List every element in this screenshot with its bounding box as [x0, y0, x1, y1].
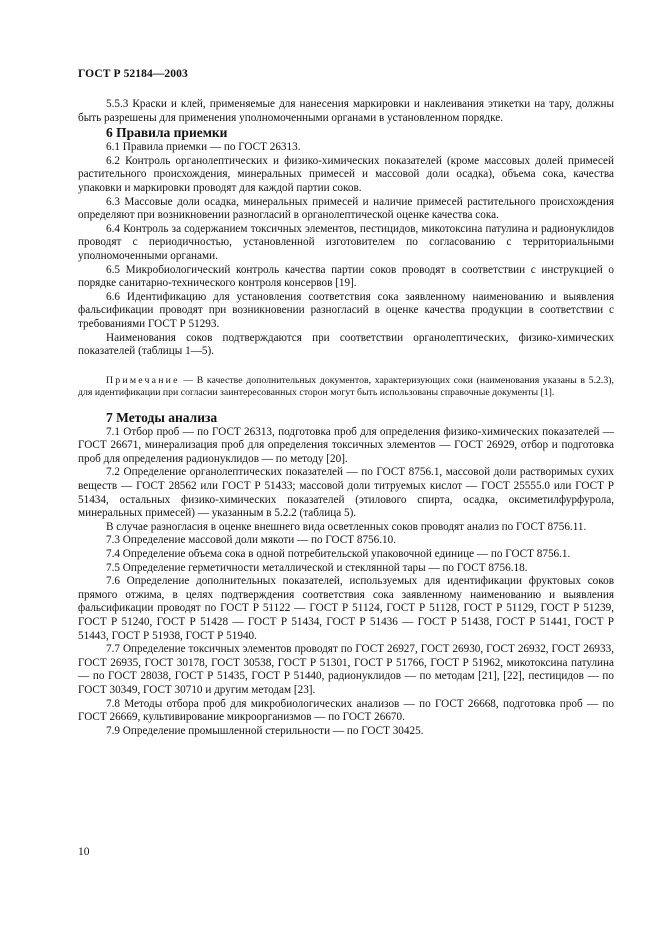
paragraph-6-6: 6.6 Идентификацию для установления соответствия сока заявленному наименованию и выявления фальсификации проводят при возникновении разногласий в оценке качества продукции в соответствии с требованиями ГОСТ Р 51293. — [78, 290, 614, 330]
paragraph-7-3: 7.3 Определение массовой доли мякоти — по ГОСТ 8756.10. — [106, 534, 397, 547]
paragraph-5-5-3: 5.5.3 Краски и клей, применяемые для нанесения маркировки и наклеивания этикетки на тару, должны быть разрешены для применения уполномоченными органами в установленном порядке. — [78, 98, 614, 124]
section-7-heading: 7 Методы анализа — [106, 409, 218, 425]
paragraph-6-3: 6.3 Массовые доли осадка, минеральных примесей и наличие примесей растительного происхождения определяют при возникновении разногласий в органолептической оценке качества сока. — [78, 195, 614, 222]
paragraph-6-1: 6.1 Правила приемки — по ГОСТ 26313. — [106, 141, 301, 154]
paragraph-6-5: 6.5 Микробиологический контроль качества партии соков проводят в соответствии с инструкцией о порядке санитарно-технического контроля консервов [19]. — [78, 263, 614, 290]
note-label: Примечание — [106, 374, 180, 386]
paragraph-6-2: 6.2 Контроль органолептических и физико-химических показателей (кроме массовых долей примесей растительного происхождения, минеральных примесей и массовой доли осадка), объема сока, качества упаковки и маркировки проводят для каждой партии соков. — [78, 154, 614, 194]
paragraph-7-2-disagreement: В случае разногласия в оценке внешнего вида осветленных соков проводят анализ по ГОСТ 8756.11. — [106, 520, 587, 533]
section-6-heading: 6 Правила приемки — [106, 125, 228, 141]
paragraph-7-2: 7.2 Определение органолептических показателей — по ГОСТ 8756.1, массовой доли растворимых сухих веществ — ГОСТ 28562 или ГОСТ Р 51433; массовой доли титруемых кислот — ГОСТ 25555.0 или ГОСТ Р 51434, остальных физико-химических показателей (этилового спирта, осадка, оксиметилфурфурола, минеральных примесей) — указанным в 5.2.2 (таблица 5). — [78, 466, 614, 520]
note-text: — В качестве дополнительных документов, характеризующих соки (наименования указаны в 5.2.3), для идентификации при согласии заинтересованных сторон могут быть использованы справочные документы [1]. — [78, 374, 614, 399]
paragraph-7-4: 7.4 Определение объема сока в одной потребительской упаковочной единице — по ГОСТ 8756.1. — [106, 548, 571, 561]
paragraph-juice-names: Наименования соков подтверждаются при соответствии органолептических, физико-химических показателей (таблицы 1—5). — [78, 331, 614, 358]
paragraph-7-6: 7.6 Определение дополнительных показателей, используемых для идентификации фруктовых соков прямого отжима, в целях подтверждения соответствия сока заявленному наименованию и выявления фальсификации проводят по ГОСТ Р 51122 — ГОСТ Р 51124, ГОСТ Р 51128, ГОСТ Р 51129, ГОСТ Р 51239, ГОСТ Р 51240, ГОСТ Р 51428 — ГОСТ Р 51434, ГОСТ Р 51436 — ГОСТ Р 51438, ГОСТ Р 51441, ГОСТ Р 51443, ГОСТ Р 51938, ГОСТ Р 51940. — [78, 575, 614, 642]
paragraph-6-4: 6.4 Контроль за содержанием токсичных элементов, пестицидов, микотоксина патулина и радионуклидов проводят с периодичностью, установленной изготовителем по согласованию с территориальными уполномоченными органами. — [78, 222, 614, 262]
document-body — [78, 98, 614, 738]
document-code-header: ГОСТ Р 52184—2003 — [78, 68, 188, 80]
paragraph-7-9: 7.9 Определение промышленной стерильности — по ГОСТ 30425. — [106, 724, 424, 737]
page-number: 10 — [78, 846, 90, 858]
paragraph-7-1: 7.1 Отбор проб — по ГОСТ 26313, подготовка проб для определения физико-химических показателей — ГОСТ 26671, минерализация проб для определения токсичных элементов — ГОСТ 26929, отбор и подготовка проб для определения радионуклидов — по методу [20]. — [78, 425, 614, 465]
paragraph-7-8: 7.8 Методы отбора проб для микробиологических анализов — по ГОСТ 26668, подготовка проб — по ГОСТ 26669, культивирование микроорганизмов — по ГОСТ 26670. — [78, 697, 614, 724]
paragraph-7-5: 7.5 Определение герметичности металлической и стеклянной тары — по ГОСТ 8756.18. — [106, 561, 528, 574]
note-block — [78, 375, 614, 400]
paragraph-7-7: 7.7 Определение токсичных элементов проводят по ГОСТ 26927, ГОСТ 26930, ГОСТ 26932, ГОСТ 26933, ГОСТ 26935, ГОСТ 30178, ГОСТ 30538, ГОСТ Р 51301, ГОСТ Р 51766, ГОСТ Р 51962, микотоксина патулина — по ГОСТ 28038, ГОСТ Р 51435, ГОСТ Р 51440, радионуклидов — по методам [21], [22], пестицидов — по ГОСТ 30349, ГОСТ 30710 и другим методам [23]. — [78, 643, 614, 696]
